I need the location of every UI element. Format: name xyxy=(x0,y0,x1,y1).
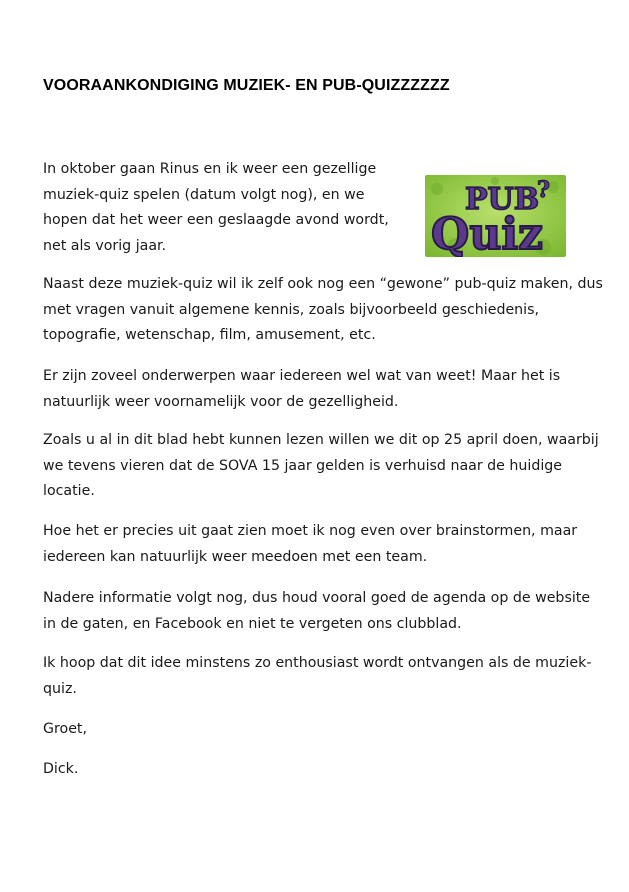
pub-quiz-logo-graphic xyxy=(425,175,566,257)
greeting: Groet, xyxy=(43,721,87,737)
paragraph-topics: Er zijn zoveel onderwerpen waar iedereen wel wat van weet! Maar het is natuurlijk weer voornamelijk voor de gezelligheid. xyxy=(43,368,561,410)
paragraph-team: Hoe het er precies uit gaat zien moet ik nog even over brainstormen, maar iedereen kan natuurlijk weer meedoen met een team. xyxy=(43,523,578,565)
paragraph-pub-quiz: Naast deze muziek-quiz wil ik zelf ook nog een “gewone” pub-quiz maken, dus met vragen vanuit algemene kennis, zoals bijvoorbeeld geschiedenis, topografie, wetenschap, film, amusement, etc. xyxy=(43,276,603,343)
paragraph-hope: Ik hoop dat dit idee minstens zo enthousiast wordt ontvangen als de muziek-quiz. xyxy=(43,655,592,697)
paragraph-intro: In oktober gaan Rinus en ik weer een gezellige muziek-quiz spelen (datum volgt nog), en we hopen dat het weer een geslaagde avond wordt, net als vorig jaar. xyxy=(43,161,389,254)
logo-quiz-text: Quiz xyxy=(431,209,544,257)
paragraph-info: Nadere informatie volgt nog, dus houd vooral goed de agenda op de website in de gaten, en Facebook en niet te vergeten ons clubblad. xyxy=(43,590,591,632)
paragraph-date: Zoals u al in dit blad hebt kunnen lezen willen we dit op 25 april doen, waarbij we tevens vieren dat de SOVA 15 jaar gelden is verhuisd naar de huidige locatie. xyxy=(43,432,599,499)
logo-question-mark: ? xyxy=(537,177,550,203)
document-title: VOORAANKONDIGING MUZIEK- EN PUB-QUIZZZZZZ xyxy=(43,77,450,94)
logo-pub-text: PUB xyxy=(465,182,540,217)
signature: Dick. xyxy=(43,761,79,777)
pub-quiz-logo xyxy=(425,175,566,257)
